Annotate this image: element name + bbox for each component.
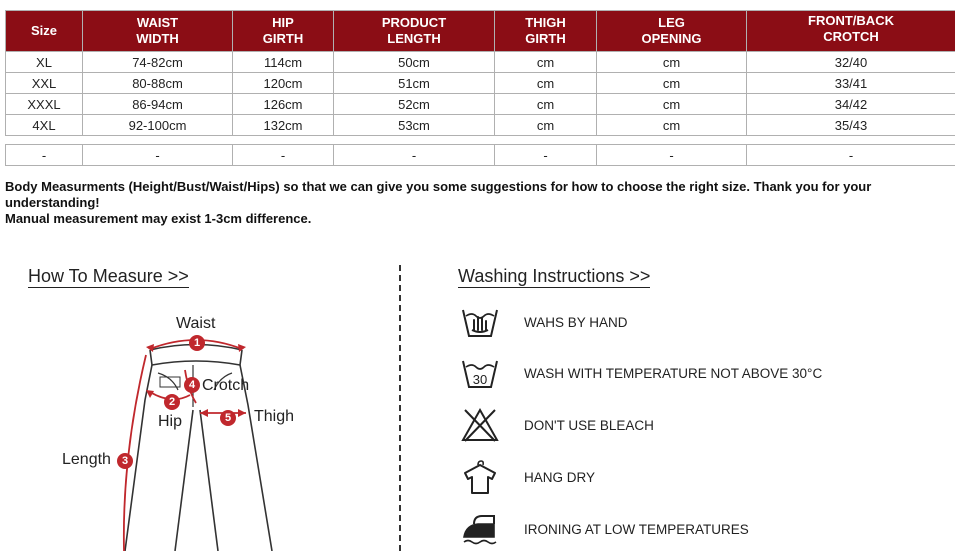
note-line: Body Measurments (Height/Bust/Waist/Hips) so that we can give you some suggestions for how to choose the right size. Thank you for your <box>5 179 955 195</box>
table-cell: XXL <box>6 73 83 94</box>
marker-3: 3 <box>117 453 133 469</box>
wash-label: IRONING AT LOW TEMPERATURES <box>524 522 749 537</box>
table-row <box>6 94 955 115</box>
wash-label: DON'T USE BLEACH <box>524 418 654 433</box>
wash-label: WASH WITH TEMPERATURE NOT ABOVE 30°C <box>524 366 822 381</box>
table-cell: XXXL <box>6 94 83 115</box>
table-row <box>6 145 955 166</box>
table-cell: 92-100cm <box>83 115 233 136</box>
table-row <box>6 73 955 94</box>
table-header-row <box>6 11 955 52</box>
wash-label: WAHS BY HAND <box>524 315 628 330</box>
note-line: Manual measurement may exist 1-3cm difference. <box>5 211 955 227</box>
table-cell: 51cm <box>334 73 495 94</box>
table-cell: 53cm <box>334 115 495 136</box>
crotch-label: Crotch <box>202 377 249 395</box>
table-cell: cm <box>597 115 747 136</box>
wash-temperature: 30 <box>473 372 487 387</box>
header-thigh-girth: THIGH GIRTH <box>495 11 597 52</box>
table-cell: cm <box>495 73 597 94</box>
wash-item-no-bleach <box>460 405 654 445</box>
table-row <box>6 115 955 136</box>
table-cell: - <box>747 145 955 166</box>
table-cell: cm <box>495 115 597 136</box>
table-cell: 34/42 <box>747 94 955 115</box>
thigh-label: Thigh <box>254 408 294 426</box>
table-cell: 120cm <box>233 73 334 94</box>
iron-low-icon <box>460 509 510 549</box>
table-cell: - <box>233 145 334 166</box>
wash-item-30 <box>460 353 822 393</box>
wash-item-hand <box>460 302 628 342</box>
pants-diagram <box>0 295 330 551</box>
header-crotch: FRONT/BACK CROTCH <box>747 11 955 52</box>
table-cell: cm <box>597 52 747 73</box>
hip-label: Hip <box>158 413 182 431</box>
table-cell: 86-94cm <box>83 94 233 115</box>
marker-4: 4 <box>184 377 200 393</box>
length-label: Length <box>62 451 111 469</box>
header-product-length: PRODUCT LENGTH <box>334 11 495 52</box>
table-cell: 114cm <box>233 52 334 73</box>
table-cell: 33/41 <box>747 73 955 94</box>
table-cell: XL <box>6 52 83 73</box>
section-divider <box>399 265 401 551</box>
table-cell: cm <box>495 94 597 115</box>
table-cell: - <box>6 145 83 166</box>
wash-30-icon <box>460 353 510 393</box>
table-cell: - <box>334 145 495 166</box>
marker-2: 2 <box>164 394 180 410</box>
table-cell: 80-88cm <box>83 73 233 94</box>
header-waist-width: WAIST WIDTH <box>83 11 233 52</box>
table-cell: 126cm <box>233 94 334 115</box>
wash-item-hang-dry <box>460 457 595 497</box>
table-cell: 4XL <box>6 115 83 136</box>
waist-label: Waist <box>176 315 215 333</box>
note-line: understanding! <box>5 195 955 211</box>
table-cell: 52cm <box>334 94 495 115</box>
marker-5: 5 <box>220 410 236 426</box>
table-cell: - <box>495 145 597 166</box>
size-table <box>5 10 955 166</box>
how-to-measure-title: How To Measure >> <box>28 266 189 288</box>
header-leg-opening: LEG OPENING <box>597 11 747 52</box>
no-bleach-icon <box>460 405 510 445</box>
table-cell: 50cm <box>334 52 495 73</box>
wash-label: HANG DRY <box>524 470 595 485</box>
table-cell: 74-82cm <box>83 52 233 73</box>
table-cell: 35/43 <box>747 115 955 136</box>
header-hip-girth: HIP GIRTH <box>233 11 334 52</box>
measurement-notes <box>5 179 955 227</box>
washing-instructions-title: Washing Instructions >> <box>458 266 650 288</box>
marker-1: 1 <box>189 335 205 351</box>
table-cell: - <box>83 145 233 166</box>
table-spacer-row <box>6 136 955 145</box>
table-cell: 132cm <box>233 115 334 136</box>
hand-wash-icon <box>460 302 510 342</box>
table-cell: cm <box>597 94 747 115</box>
wash-item-iron <box>460 509 749 549</box>
table-row <box>6 52 955 73</box>
table-cell: 32/40 <box>747 52 955 73</box>
header-size: Size <box>6 11 83 52</box>
table-cell: - <box>597 145 747 166</box>
table-cell: cm <box>495 52 597 73</box>
hang-dry-icon <box>460 457 510 497</box>
table-cell: cm <box>597 73 747 94</box>
